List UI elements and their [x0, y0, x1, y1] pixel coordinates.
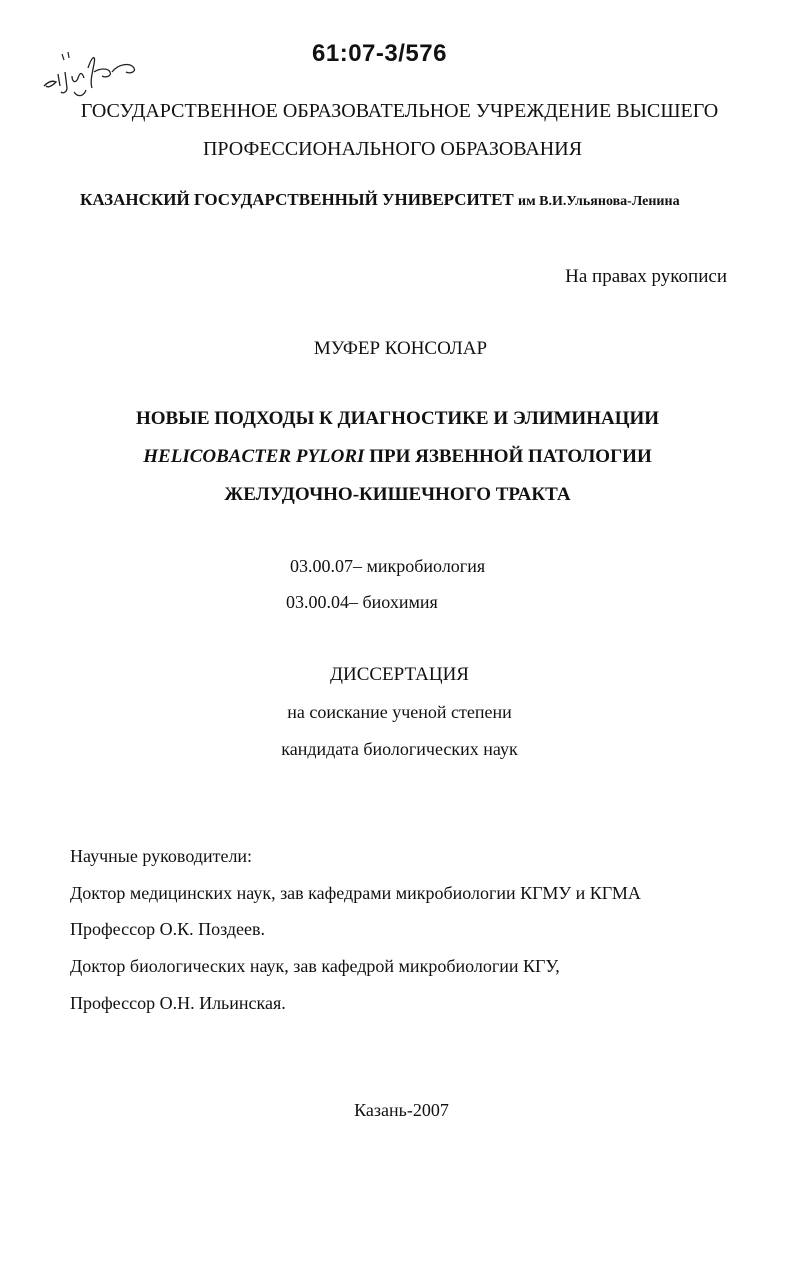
title-line-2 — [0, 446, 797, 468]
title-line-2-rest: ПРИ ЯЗВЕННОЙ ПАТОЛОГИИ — [369, 446, 652, 467]
degree-line-1: на соискание ученой степени — [287, 702, 512, 722]
institution-line-2: ПРОФЕССИОНАЛЬНОГО ОБРАЗОВАНИЯ — [202, 138, 583, 160]
university-line — [80, 190, 680, 210]
title-line-1: НОВЫЕ ПОДХОДЫ К ДИАГНОСТИКЕ И ЭЛИМИНАЦИИ — [135, 408, 660, 429]
supervisor-1-name: Профессор О.К. Поздеев. — [70, 919, 266, 939]
document-type: ДИССЕРТАЦИЯ — [330, 664, 469, 685]
supervisors-heading: Научные руководители: — [70, 846, 253, 866]
university-suffix: им В.И.Ульянова-Ленина — [518, 194, 680, 209]
specialty-biochemistry: 03.00.04– биохимия — [286, 592, 438, 612]
title-line-3: ЖЕЛУДОЧНО-КИШЕЧНОГО ТРАКТА — [224, 484, 571, 505]
handwritten-signature — [38, 42, 148, 102]
supervisor-2-name: Профессор О.Н. Ильинская. — [70, 993, 286, 1013]
supervisor-2-description: Доктор биологических наук, зав кафедрой микробиологии КГУ, — [70, 956, 560, 976]
author-name: МУФЕР КОНСОЛАР — [313, 338, 488, 359]
title-organism: HELICOBACTER PYLORI — [143, 446, 365, 467]
rights-note: На правах рукописи — [565, 266, 727, 287]
archive-code: 61:07-3/576 — [312, 40, 447, 67]
supervisor-1-description: Доктор медицинских наук, зав кафедрами микробиологии КГМУ и КГМА — [70, 883, 641, 903]
degree-line-2: кандидата биологических наук — [281, 739, 518, 759]
specialty-microbiology: 03.00.07– микробиология — [290, 556, 486, 576]
city-year: Казань-2007 — [354, 1100, 449, 1120]
university-name: КАЗАНСКИЙ ГОСУДАРСТВЕННЫЙ УНИВЕРСИТЕТ — [80, 190, 514, 209]
institution-line-1: ГОСУДАРСТВЕННОЕ ОБРАЗОВАТЕЛЬНОЕ УЧРЕЖДЕНИЕ ВЫСШЕГО — [80, 100, 719, 122]
